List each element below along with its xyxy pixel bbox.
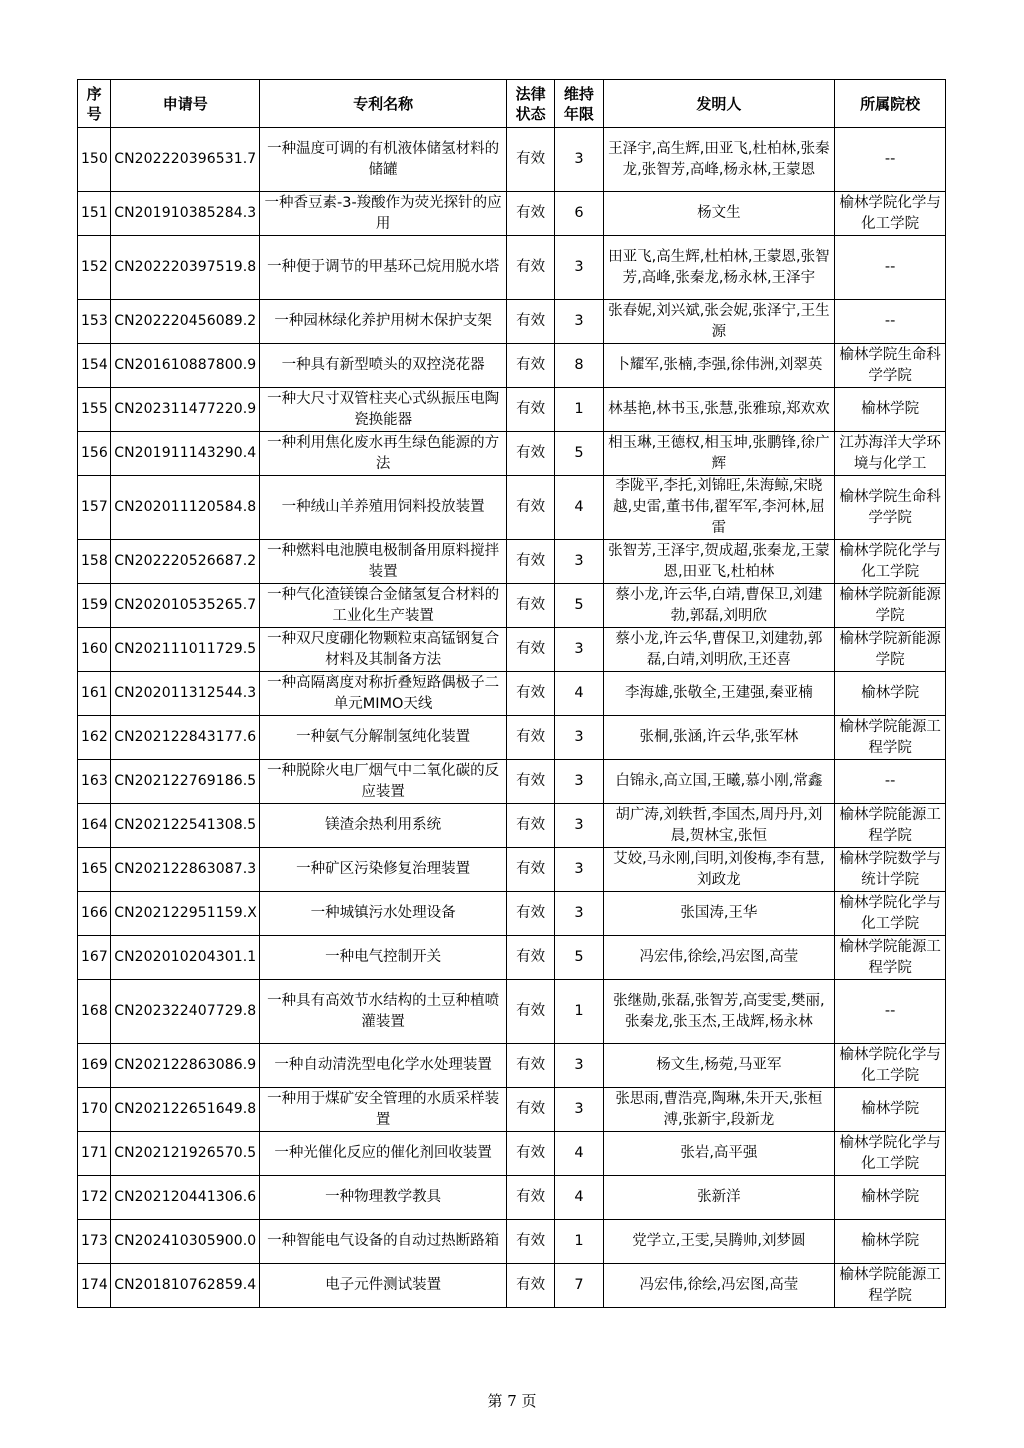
- cell-patent-name: 一种气化渣镁镍合金储氢复合材料的工业化生产装置: [260, 584, 507, 628]
- cell-years: 3: [555, 628, 603, 672]
- cell-index: 151: [78, 192, 111, 236]
- cell-institution: 榆林学院生命科学学院: [835, 344, 946, 388]
- cell-legal-status: 有效: [506, 1088, 554, 1132]
- cell-index: 150: [78, 128, 111, 192]
- cell-inventors: 张智芳,王泽宇,贺成超,张秦龙,王蒙恩,田亚飞,杜柏林: [603, 540, 835, 584]
- cell-years: 3: [555, 892, 603, 936]
- cell-legal-status: 有效: [506, 344, 554, 388]
- cell-index: 153: [78, 300, 111, 344]
- cell-application-number: CN202311477220.9: [111, 388, 260, 432]
- cell-application-number: CN202220397519.8: [111, 236, 260, 300]
- cell-years: 3: [555, 1088, 603, 1132]
- cell-years: 3: [555, 848, 603, 892]
- table-row: [78, 760, 946, 804]
- table-row: [78, 1088, 946, 1132]
- cell-application-number: CN201610887800.9: [111, 344, 260, 388]
- cell-application-number: CN202122651649.8: [111, 1088, 260, 1132]
- cell-patent-name: 电子元件测试装置: [260, 1264, 507, 1308]
- cell-institution: 江苏海洋大学环境与化学工: [835, 432, 946, 476]
- header-row: [78, 80, 946, 128]
- page-footer: 第 7 页: [487, 1392, 537, 1410]
- cell-years: 3: [555, 540, 603, 584]
- cell-patent-name: 一种便于调节的甲基环己烷用脱水塔: [260, 236, 507, 300]
- table-row: [78, 344, 946, 388]
- cell-patent-name: 一种物理教学教具: [260, 1176, 507, 1220]
- cell-patent-name: 一种氨气分解制氢纯化装置: [260, 716, 507, 760]
- table-row: [78, 716, 946, 760]
- cell-index: 154: [78, 344, 111, 388]
- cell-years: 3: [555, 716, 603, 760]
- cell-legal-status: 有效: [506, 804, 554, 848]
- cell-patent-name: 一种园林绿化养护用树木保护支架: [260, 300, 507, 344]
- cell-index: 156: [78, 432, 111, 476]
- cell-institution: 榆林学院数学与统计学院: [835, 848, 946, 892]
- cell-years: 3: [555, 236, 603, 300]
- cell-index: 163: [78, 760, 111, 804]
- cell-index: 162: [78, 716, 111, 760]
- cell-legal-status: 有效: [506, 236, 554, 300]
- cell-years: 4: [555, 1132, 603, 1176]
- cell-application-number: CN202121926570.5: [111, 1132, 260, 1176]
- table-row: [78, 584, 946, 628]
- table-row: [78, 476, 946, 540]
- cell-institution: --: [835, 760, 946, 804]
- cell-years: 7: [555, 1264, 603, 1308]
- cell-application-number: CN202322407729.8: [111, 980, 260, 1044]
- cell-legal-status: 有效: [506, 760, 554, 804]
- cell-institution: --: [835, 236, 946, 300]
- header-application-number: 申请号: [111, 80, 260, 128]
- cell-patent-name: 一种香豆素-3-羧酸作为荧光探针的应用: [260, 192, 507, 236]
- cell-patent-name: 一种高隔离度对称折叠短路偶极子二单元MIMO天线: [260, 672, 507, 716]
- cell-patent-name: 一种利用焦化废水再生绿色能源的方法: [260, 432, 507, 476]
- cell-institution: 榆林学院: [835, 388, 946, 432]
- table-row: [78, 388, 946, 432]
- cell-inventors: 冯宏伟,徐绘,冯宏图,高莹: [603, 936, 835, 980]
- cell-inventors: 相玉琳,王德权,相玉坤,张鹏锋,徐广辉: [603, 432, 835, 476]
- cell-inventors: 张桐,张涵,许云华,张军林: [603, 716, 835, 760]
- cell-patent-name: 一种绒山羊养殖用饲料投放装置: [260, 476, 507, 540]
- cell-inventors: 张思雨,曹浩亮,陶琳,朱开天,张桓溥,张新宇,段新龙: [603, 1088, 835, 1132]
- cell-years: 3: [555, 300, 603, 344]
- cell-inventors: 艾姣,马永刚,闫明,刘俊梅,李有慧,刘政龙: [603, 848, 835, 892]
- cell-institution: --: [835, 300, 946, 344]
- cell-inventors: 田亚飞,高生辉,杜柏林,王蒙恩,张智芳,高峰,张秦龙,杨永林,王泽宇: [603, 236, 835, 300]
- cell-years: 5: [555, 584, 603, 628]
- table-row: [78, 1176, 946, 1220]
- cell-inventors: 冯宏伟,徐绘,冯宏图,高莹: [603, 1264, 835, 1308]
- header-years: 维持年限: [555, 80, 603, 128]
- table-row: [78, 1220, 946, 1264]
- cell-inventors: 李陇平,李托,刘锦旺,朱海鲸,宋晓越,史雷,董书伟,翟军军,李河林,屈雷: [603, 476, 835, 540]
- cell-index: 170: [78, 1088, 111, 1132]
- cell-index: 152: [78, 236, 111, 300]
- cell-legal-status: 有效: [506, 848, 554, 892]
- cell-institution: 榆林学院新能源学院: [835, 628, 946, 672]
- cell-application-number: CN202011312544.3: [111, 672, 260, 716]
- cell-institution: 榆林学院: [835, 1220, 946, 1264]
- cell-legal-status: 有效: [506, 1176, 554, 1220]
- cell-patent-name: 一种城镇污水处理设备: [260, 892, 507, 936]
- cell-legal-status: 有效: [506, 388, 554, 432]
- cell-index: 174: [78, 1264, 111, 1308]
- cell-inventors: 杨文生: [603, 192, 835, 236]
- header-institution: 所属院校: [835, 80, 946, 128]
- cell-years: 3: [555, 128, 603, 192]
- cell-years: 8: [555, 344, 603, 388]
- cell-legal-status: 有效: [506, 1044, 554, 1088]
- cell-institution: 榆林学院能源工程学院: [835, 716, 946, 760]
- cell-inventors: 杨文生,杨菀,马亚军: [603, 1044, 835, 1088]
- cell-index: 165: [78, 848, 111, 892]
- table-row: [78, 300, 946, 344]
- table-row: [78, 980, 946, 1044]
- table-row: [78, 848, 946, 892]
- cell-index: 159: [78, 584, 111, 628]
- cell-institution: 榆林学院能源工程学院: [835, 1264, 946, 1308]
- cell-legal-status: 有效: [506, 192, 554, 236]
- cell-legal-status: 有效: [506, 1264, 554, 1308]
- cell-institution: 榆林学院能源工程学院: [835, 936, 946, 980]
- cell-patent-name: 一种电气控制开关: [260, 936, 507, 980]
- cell-index: 161: [78, 672, 111, 716]
- cell-index: 173: [78, 1220, 111, 1264]
- cell-patent-name: 一种双尺度硼化物颗粒束高锰钢复合材料及其制备方法: [260, 628, 507, 672]
- cell-application-number: CN202010535265.7: [111, 584, 260, 628]
- cell-application-number: CN202120441306.6: [111, 1176, 260, 1220]
- table-row: [78, 1044, 946, 1088]
- cell-index: 160: [78, 628, 111, 672]
- cell-institution: 榆林学院: [835, 1088, 946, 1132]
- cell-years: 3: [555, 1044, 603, 1088]
- cell-inventors: 白锦永,高立国,王曦,慕小刚,常鑫: [603, 760, 835, 804]
- cell-application-number: CN201810762859.4: [111, 1264, 260, 1308]
- cell-index: 157: [78, 476, 111, 540]
- cell-application-number: CN202220456089.2: [111, 300, 260, 344]
- cell-legal-status: 有效: [506, 716, 554, 760]
- header-patent-name: 专利名称: [260, 80, 507, 128]
- cell-inventors: 张岩,高平强: [603, 1132, 835, 1176]
- table-row: [78, 236, 946, 300]
- cell-legal-status: 有效: [506, 672, 554, 716]
- table-row: [78, 1132, 946, 1176]
- cell-institution: 榆林学院: [835, 672, 946, 716]
- cell-index: 166: [78, 892, 111, 936]
- cell-legal-status: 有效: [506, 476, 554, 540]
- cell-application-number: CN202122843177.6: [111, 716, 260, 760]
- cell-years: 4: [555, 672, 603, 716]
- cell-years: 3: [555, 760, 603, 804]
- cell-index: 171: [78, 1132, 111, 1176]
- cell-index: 155: [78, 388, 111, 432]
- table-row: [78, 628, 946, 672]
- cell-inventors: 蔡小龙,许云华,曹保卫,刘建勃,郭磊,白靖,刘明欣,王还喜: [603, 628, 835, 672]
- cell-patent-name: 一种光催化反应的催化剂回收装置: [260, 1132, 507, 1176]
- cell-institution: 榆林学院化学与化工学院: [835, 892, 946, 936]
- cell-patent-name: 一种燃料电池膜电极制备用原料搅拌装置: [260, 540, 507, 584]
- cell-application-number: CN202220396531.7: [111, 128, 260, 192]
- cell-legal-status: 有效: [506, 432, 554, 476]
- cell-inventors: 李海雄,张敬全,王建强,秦亚楠: [603, 672, 835, 716]
- cell-index: 172: [78, 1176, 111, 1220]
- table-row: [78, 192, 946, 236]
- cell-institution: 榆林学院化学与化工学院: [835, 1132, 946, 1176]
- cell-years: 6: [555, 192, 603, 236]
- cell-application-number: CN202111011729.5: [111, 628, 260, 672]
- cell-index: 158: [78, 540, 111, 584]
- cell-patent-name: 一种智能电气设备的自动过热断路箱: [260, 1220, 507, 1264]
- table-row: [78, 128, 946, 192]
- cell-years: 3: [555, 804, 603, 848]
- cell-inventors: 卜耀军,张楠,李强,徐伟洲,刘翠英: [603, 344, 835, 388]
- cell-application-number: CN202010204301.1: [111, 936, 260, 980]
- cell-index: 167: [78, 936, 111, 980]
- cell-patent-name: 一种矿区污染修复治理装置: [260, 848, 507, 892]
- cell-inventors: 张春妮,刘兴斌,张会妮,张泽宁,王生源: [603, 300, 835, 344]
- cell-inventors: 蔡小龙,许云华,白靖,曹保卫,刘建勃,郭磊,刘明欣: [603, 584, 835, 628]
- cell-application-number: CN202410305900.0: [111, 1220, 260, 1264]
- cell-institution: 榆林学院生命科学学院: [835, 476, 946, 540]
- cell-index: 169: [78, 1044, 111, 1088]
- cell-application-number: CN202122951159.X: [111, 892, 260, 936]
- cell-inventors: 张新洋: [603, 1176, 835, 1220]
- cell-inventors: 张继勋,张磊,张智芳,高雯雯,樊丽,张秦龙,张玉杰,王战辉,杨永林: [603, 980, 835, 1044]
- cell-application-number: CN201911143290.4: [111, 432, 260, 476]
- header-legal-status: 法律状态: [506, 80, 554, 128]
- cell-legal-status: 有效: [506, 936, 554, 980]
- cell-legal-status: 有效: [506, 128, 554, 192]
- cell-years: 1: [555, 388, 603, 432]
- cell-legal-status: 有效: [506, 300, 554, 344]
- cell-legal-status: 有效: [506, 1132, 554, 1176]
- cell-years: 5: [555, 432, 603, 476]
- cell-legal-status: 有效: [506, 540, 554, 584]
- cell-institution: --: [835, 128, 946, 192]
- cell-patent-name: 镁渣余热利用系统: [260, 804, 507, 848]
- cell-patent-name: 一种自动清洗型电化学水处理装置: [260, 1044, 507, 1088]
- table-row: [78, 892, 946, 936]
- cell-inventors: 张国涛,王华: [603, 892, 835, 936]
- cell-index: 164: [78, 804, 111, 848]
- cell-patent-name: 一种用于煤矿安全管理的水质采样装置: [260, 1088, 507, 1132]
- cell-institution: 榆林学院化学与化工学院: [835, 1044, 946, 1088]
- cell-inventors: 王泽宇,高生辉,田亚飞,杜柏林,张秦龙,张智芳,高峰,杨永林,王蒙恩: [603, 128, 835, 192]
- cell-legal-status: 有效: [506, 892, 554, 936]
- cell-institution: 榆林学院化学与化工学院: [835, 540, 946, 584]
- cell-application-number: CN202122541308.5: [111, 804, 260, 848]
- cell-patent-name: 一种温度可调的有机液体储氢材料的储罐: [260, 128, 507, 192]
- cell-application-number: CN202122863087.3: [111, 848, 260, 892]
- cell-legal-status: 有效: [506, 628, 554, 672]
- cell-application-number: CN202011120584.8: [111, 476, 260, 540]
- cell-patent-name: 一种脱除火电厂烟气中二氧化碳的反应装置: [260, 760, 507, 804]
- cell-years: 1: [555, 980, 603, 1044]
- cell-legal-status: 有效: [506, 1220, 554, 1264]
- cell-patent-name: 一种具有新型喷头的双控浇花器: [260, 344, 507, 388]
- cell-legal-status: 有效: [506, 584, 554, 628]
- cell-years: 5: [555, 936, 603, 980]
- cell-patent-name: 一种具有高效节水结构的土豆种植喷灌装置: [260, 980, 507, 1044]
- cell-legal-status: 有效: [506, 980, 554, 1044]
- cell-institution: 榆林学院: [835, 1176, 946, 1220]
- table-body: [78, 128, 946, 1308]
- cell-application-number: CN201910385284.3: [111, 192, 260, 236]
- cell-institution: 榆林学院新能源学院: [835, 584, 946, 628]
- cell-inventors: 胡广涛,刘轶哲,李国杰,周丹丹,刘晨,贺林宝,张恒: [603, 804, 835, 848]
- header-index: 序号: [78, 80, 111, 128]
- cell-patent-name: 一种大尺寸双管柱夹心式纵振压电陶瓷换能器: [260, 388, 507, 432]
- cell-application-number: CN202122863086.9: [111, 1044, 260, 1088]
- table-row: [78, 672, 946, 716]
- table-row: [78, 936, 946, 980]
- header-inventors: 发明人: [603, 80, 835, 128]
- table-row: [78, 540, 946, 584]
- cell-application-number: CN202122769186.5: [111, 760, 260, 804]
- cell-inventors: 党学立,王雯,吴腾帅,刘梦圆: [603, 1220, 835, 1264]
- cell-years: 1: [555, 1220, 603, 1264]
- cell-application-number: CN202220526687.2: [111, 540, 260, 584]
- cell-institution: --: [835, 980, 946, 1044]
- cell-years: 4: [555, 1176, 603, 1220]
- cell-institution: 榆林学院化学与化工学院: [835, 192, 946, 236]
- cell-years: 4: [555, 476, 603, 540]
- cell-inventors: 林基艳,林书玉,张慧,张雅琼,郑欢欢: [603, 388, 835, 432]
- cell-institution: 榆林学院能源工程学院: [835, 804, 946, 848]
- table-row: [78, 1264, 946, 1308]
- patent-table: [77, 79, 946, 1308]
- cell-index: 168: [78, 980, 111, 1044]
- table-row: [78, 804, 946, 848]
- table-row: [78, 432, 946, 476]
